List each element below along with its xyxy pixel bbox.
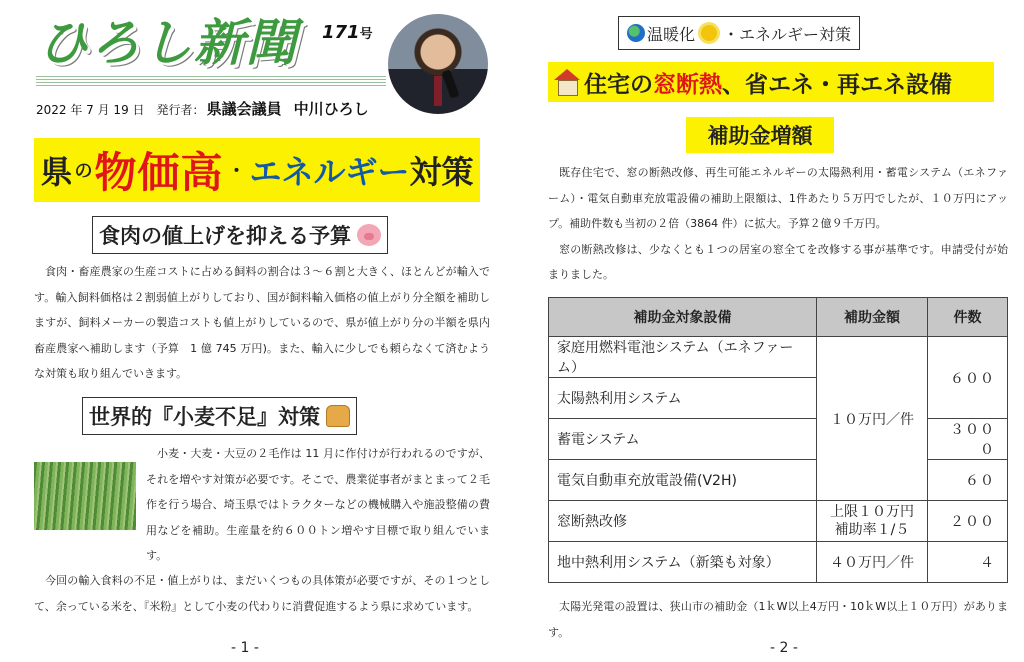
author-photo xyxy=(388,14,488,114)
section-title-text: 世界的『小麦不足』対策 xyxy=(89,405,320,429)
section-wheat-title xyxy=(82,397,357,435)
tag-text-a: 温暖化 xyxy=(647,24,696,44)
amount-cell: ４０万円／件 xyxy=(817,542,928,583)
amount-cell xyxy=(817,501,928,542)
table-row xyxy=(549,542,1008,583)
paragraph: 窓の断熱改修は、少なくとも１つの居室の窓全てを改修する事が基準です。申請受付が始まりました。 xyxy=(548,242,1008,281)
table-row xyxy=(549,419,1008,460)
headline-subsidy: 補助金増額 xyxy=(686,117,834,153)
globe-icon xyxy=(627,24,645,42)
section-meat-title xyxy=(92,216,388,254)
sun-icon xyxy=(701,25,717,41)
paragraph: 食肉・畜産農家の生産コストに占める飼料の割合は３～６割と大きく、ほとんどが輸入です。輸入飼料価格は２割弱値上がりしており、国が飼料輸入価格の値上がり分全額を補助しますが、飼料メーカーの製造コストも値上がりしているので、県が値上がり分の半額を県内畜産農家へ補助します（予算 1 億 745 万円)。また、輸入に少しでも頼らなくて済むような対策も取り組んでいきます。 xyxy=(34,265,490,380)
table-row xyxy=(549,460,1008,501)
headline-part: 、省エネ・再エネ設備 xyxy=(722,71,952,98)
amount-line: 上限１０万円 xyxy=(830,504,914,520)
headline-part: の xyxy=(74,161,93,182)
headline-part: ・ xyxy=(227,161,246,182)
publisher-role: 県議会議員 xyxy=(206,100,282,118)
headline-part: 住宅の xyxy=(584,71,653,98)
dateline xyxy=(36,98,369,119)
table-row xyxy=(549,501,1008,542)
section-wheat-body-2 xyxy=(34,568,490,619)
masthead-title: ひろし新聞 xyxy=(38,14,298,72)
headline-housing xyxy=(548,62,994,102)
column-header: 件数 xyxy=(928,298,1008,337)
subsidy-table xyxy=(548,297,1008,583)
column-header: 補助金額 xyxy=(817,298,928,337)
masthead-underline xyxy=(36,76,386,86)
issue-number xyxy=(322,22,373,43)
item-cell: 太陽熱利用システム xyxy=(549,378,817,419)
item-cell: 家庭用燃料電池システム（エネファーム） xyxy=(549,337,817,378)
paragraph: 既存住宅で、窓の断熱改修、再生可能エネルギーの太陽熱利用・蓄電システム（エネファーム）・電気自動車充放電設備の補助上限額は、1件あたり５万円でしたが、１０万円にアップ。補助件数も当初の２倍（3864 件）に拡大。予算２億９千万円。 xyxy=(548,166,1008,230)
main-headline xyxy=(34,138,480,202)
publisher-name: 中川ひろし xyxy=(293,100,369,118)
issue-suffix: 号 xyxy=(359,27,373,42)
headline-part: 物価高 xyxy=(94,148,224,197)
topic-tag xyxy=(618,16,860,50)
page-number: - 1 - xyxy=(231,640,259,656)
bread-icon xyxy=(326,405,350,427)
solar-note xyxy=(548,594,1008,645)
publisher-label: 発行者： xyxy=(156,103,205,117)
paragraph: 小麦・大麦・大豆の２毛作は 11 月に作付けが行われるのですが、それを増やす対策が必要です。そこで、農業従事者がまとまって２毛作を行う場合、埼玉県ではトラクターなどの機械購入や施設整備の費用などを補助。生産量を約６００トン増やす目標で取り組んでいます。 xyxy=(146,447,490,562)
section-wheat-body-1 xyxy=(146,441,490,569)
tag-text-b: ・エネルギー対策 xyxy=(723,24,852,44)
item-cell: 電気自動車充放電設備(V2H) xyxy=(549,460,817,501)
item-cell: 地中熱利用システム（新築も対象） xyxy=(549,542,817,583)
item-cell: 窓断熱改修 xyxy=(549,501,817,542)
housing-body xyxy=(548,160,1008,288)
section-title-text: 食肉の値上げを抑える予算 xyxy=(99,224,351,248)
headline-part: 対策 xyxy=(409,153,474,191)
count-cell: ６０ xyxy=(928,460,1008,501)
headline-part: 県 xyxy=(40,153,73,191)
issue-date: 2022 年 7 月 19 日 xyxy=(36,103,145,117)
table-header-row xyxy=(549,298,1008,337)
house-icon xyxy=(554,69,580,95)
amount-line: 補助率１/５ xyxy=(834,522,910,538)
column-header: 補助金対象設備 xyxy=(549,298,817,337)
paragraph: 太陽光発電の設置は、狭山市の補助金（1ｋW以上4万円・10ｋW以上１０万円）があります。 xyxy=(548,600,1008,639)
wheat-field-photo xyxy=(34,462,136,530)
headline-part: エネルギー xyxy=(249,153,410,191)
page-number: - 2 - xyxy=(770,640,798,656)
pig-icon xyxy=(357,224,381,246)
paragraph: 今回の輸入食料の不足・値上がりは、まだいくつもの具体策が必要ですが、その１つとして、余っている米を、『米粉』として小麦の代わりに消費促進するよう県に求めています。 xyxy=(34,574,490,613)
count-cell: ２００ xyxy=(928,501,1008,542)
headline-part-red: 窓断熱 xyxy=(653,71,722,98)
count-cell: ６００ xyxy=(928,337,1008,419)
page-2 xyxy=(512,0,1024,662)
photo-tie xyxy=(434,76,442,106)
item-cell: 蓄電システム xyxy=(549,419,817,460)
amount-cell: １０万円／件 xyxy=(817,337,928,501)
issue-no: 171 xyxy=(322,22,360,43)
table-row xyxy=(549,337,1008,378)
section-meat-body xyxy=(34,259,490,387)
count-cell: ３０００ xyxy=(928,419,1008,460)
count-cell: ４ xyxy=(928,542,1008,583)
microphone-icon xyxy=(441,69,459,98)
